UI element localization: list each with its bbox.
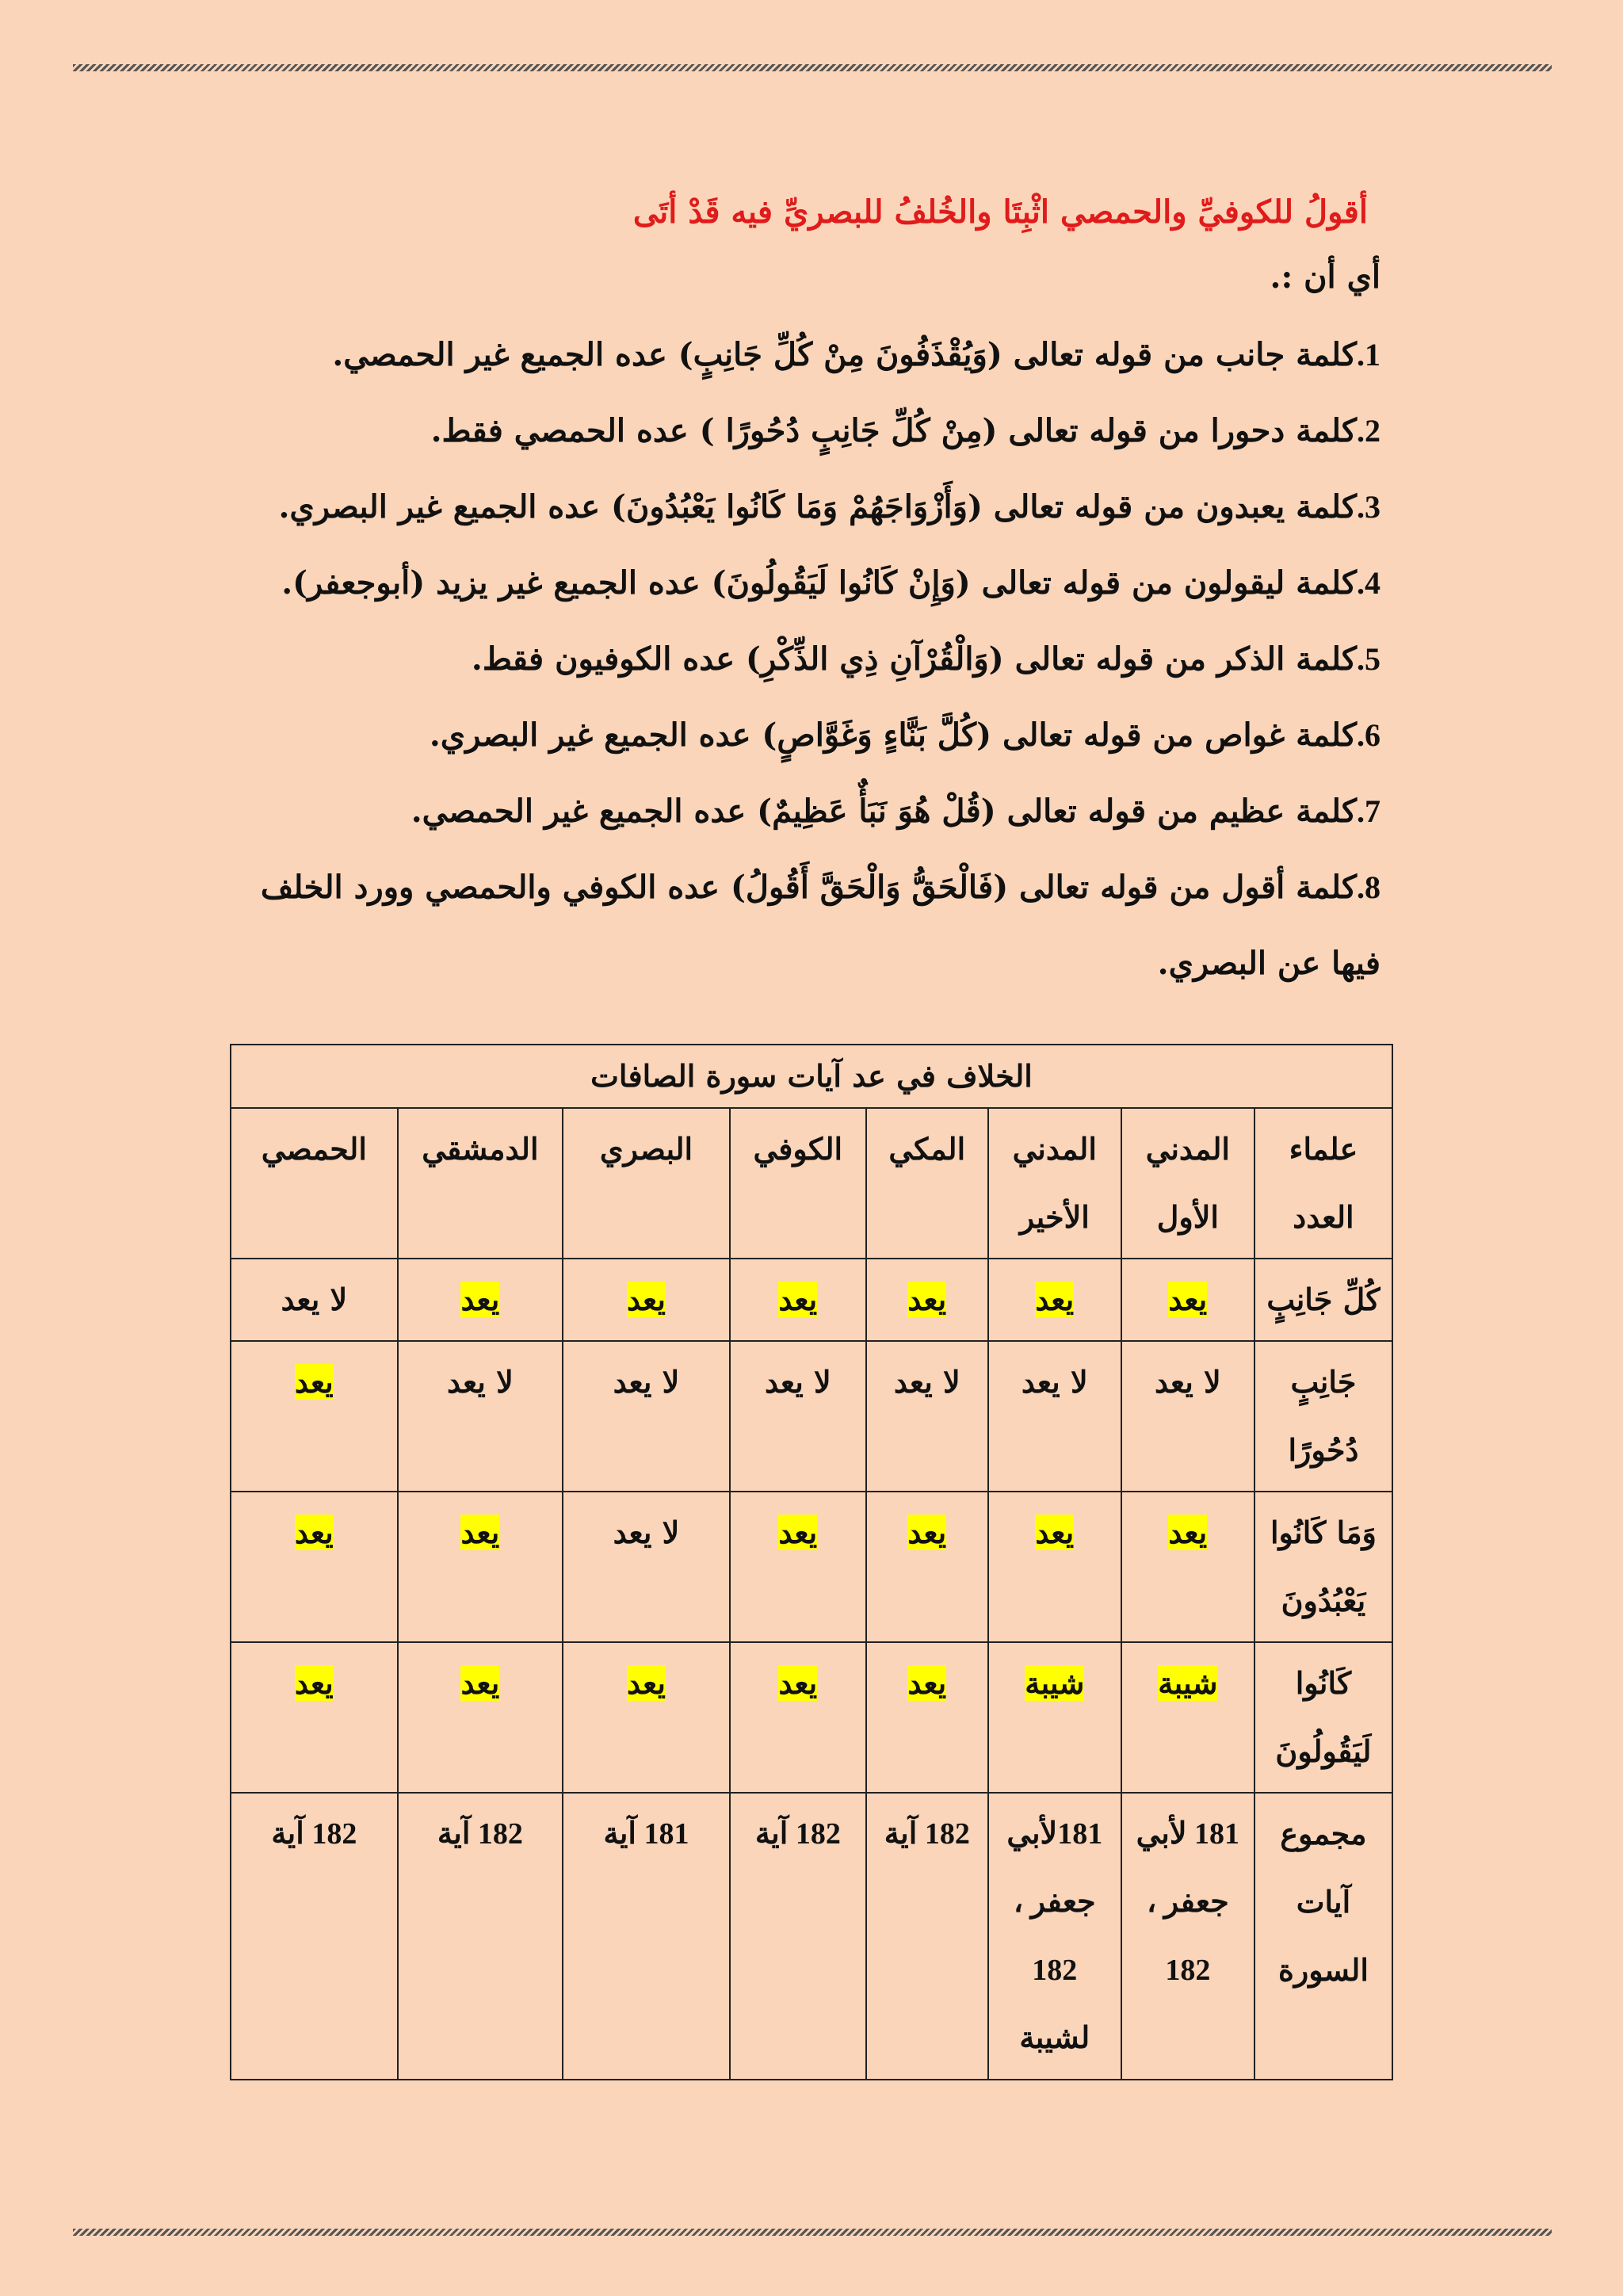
table-cell bbox=[398, 1259, 563, 1341]
cell-value: لا يعد bbox=[447, 1364, 514, 1400]
header-cell: المدني الأخير bbox=[988, 1108, 1121, 1259]
table-cell bbox=[730, 1259, 866, 1341]
header-cell: الدمشقي bbox=[398, 1108, 563, 1259]
table-cell bbox=[1121, 1341, 1254, 1492]
header-cell: الكوفي bbox=[730, 1108, 866, 1259]
cell-value: لا يعد bbox=[1021, 1364, 1088, 1400]
table-cell bbox=[563, 1341, 730, 1492]
cell-value: شيبة bbox=[1025, 1665, 1085, 1701]
totals-row bbox=[231, 1793, 1392, 2080]
list-item: 1.كلمة جانب من قوله تعالى (وَيُقْذَفُونَ مِنْ كُلِّ جَانِبٍ) عده الجميع غير الحمصي. bbox=[332, 336, 1381, 373]
row-label: كُلِّ جَانِبٍ bbox=[1254, 1259, 1392, 1341]
row-label: كَانُوا لَيَقُولُونَ bbox=[1254, 1642, 1392, 1793]
table-cell bbox=[988, 1492, 1121, 1642]
table-cell bbox=[231, 1642, 398, 1793]
total-cell: 182 آية bbox=[231, 1793, 398, 2080]
cell-value: يعد bbox=[460, 1515, 500, 1550]
row-label: جَانِبٍ دُحُورًا bbox=[1254, 1341, 1392, 1492]
header-cell: المكي bbox=[866, 1108, 988, 1259]
total-cell: 182 آية bbox=[730, 1793, 866, 2080]
header-cell: الحمصي bbox=[231, 1108, 398, 1259]
cell-value: يعد bbox=[907, 1665, 947, 1701]
cell-value: لا يعد bbox=[1154, 1364, 1221, 1400]
table-cell bbox=[866, 1341, 988, 1492]
cell-value: يعد bbox=[907, 1515, 947, 1550]
table-row bbox=[231, 1341, 1392, 1492]
table-cell bbox=[866, 1259, 988, 1341]
table-cell bbox=[730, 1492, 866, 1642]
table-cell bbox=[988, 1642, 1121, 1793]
table-cell bbox=[231, 1492, 398, 1642]
word-list bbox=[230, 317, 1381, 1002]
cell-value: يعد bbox=[778, 1282, 818, 1317]
table-cell bbox=[398, 1341, 563, 1492]
table-cell bbox=[730, 1341, 866, 1492]
list-item: 3.كلمة يعبدون من قوله تعالى (وَأَزْوَاجَهُمْ وَمَا كَانُوا يَعْبُدُونَ) عده الجميع غير البصري. bbox=[278, 488, 1381, 525]
cell-value: يعد bbox=[294, 1364, 334, 1400]
cell-value: يعد bbox=[294, 1515, 334, 1550]
cell-value: يعد bbox=[1035, 1282, 1075, 1317]
list-item: 6.كلمة غواص من قوله تعالى (كُلَّ بَنَّاءٍ وَغَوَّاصٍ) عده الجميع غير البصري. bbox=[429, 716, 1381, 754]
bottom-border-line bbox=[73, 2229, 1552, 2236]
list-item: 2.كلمة دحورا من قوله تعالى (مِنْ كُلِّ جَانِبٍ دُحُورًا ) عده الحمصي فقط. bbox=[430, 412, 1381, 449]
document-body bbox=[230, 190, 1381, 1002]
top-border-line bbox=[73, 64, 1552, 71]
cell-value: يعد bbox=[1035, 1515, 1075, 1550]
table-cell bbox=[1121, 1492, 1254, 1642]
list-item: 8.كلمة أقول من قوله تعالى (فَالْحَقُّ وَالْحَقَّ أَقُولُ) عده الكوفي والحمصي وورد الخلف فيها عن البصري. bbox=[260, 869, 1381, 982]
cell-value: لا يعد bbox=[893, 1364, 960, 1400]
intro-text: أي أن :. bbox=[1270, 258, 1381, 296]
total-cell: 181 آية bbox=[563, 1793, 730, 2080]
cell-value: لا يعد bbox=[764, 1364, 831, 1400]
cell-value: يعد bbox=[907, 1282, 947, 1317]
cell-value: يعد bbox=[778, 1515, 818, 1550]
table-cell bbox=[988, 1259, 1121, 1341]
cell-value: شيبة bbox=[1158, 1665, 1218, 1701]
cell-value: يعد bbox=[294, 1665, 334, 1701]
table-row bbox=[231, 1259, 1392, 1341]
total-cell: 182 آية bbox=[866, 1793, 988, 2080]
header-cell: البصري bbox=[563, 1108, 730, 1259]
total-cell: 181 لأبي جعفر ، 182 bbox=[1121, 1793, 1254, 2080]
total-cell: 182 آية bbox=[398, 1793, 563, 2080]
header-cell: علماء العدد bbox=[1254, 1108, 1392, 1259]
table-cell bbox=[1121, 1642, 1254, 1793]
table-cell bbox=[398, 1642, 563, 1793]
row-label: وَمَا كَانُوا يَعْبُدُونَ bbox=[1254, 1492, 1392, 1642]
table-row bbox=[231, 1492, 1392, 1642]
table-cell bbox=[866, 1492, 988, 1642]
cell-value: لا يعد bbox=[613, 1364, 680, 1400]
table-cell bbox=[1121, 1259, 1254, 1341]
table-cell bbox=[231, 1259, 398, 1341]
khilaf-table bbox=[230, 1044, 1393, 2080]
table-cell bbox=[988, 1341, 1121, 1492]
table-cell bbox=[398, 1492, 563, 1642]
table-cell bbox=[563, 1492, 730, 1642]
total-cell: 181لأبي جعفر ، 182 لشيبة bbox=[988, 1793, 1121, 2080]
verse-line: أقولُ للكوفيِّ والحمصي اثْبِتَا والخُلفُ للبصريِّ فيه قَدْ أتَى bbox=[632, 193, 1368, 231]
list-item: 5.كلمة الذكر من قوله تعالى (وَالْقُرْآنِ ذِي الذِّكْرِ) عده الكوفيون فقط. bbox=[471, 640, 1381, 678]
cell-value: لا يعد bbox=[613, 1515, 680, 1550]
table-cell bbox=[730, 1642, 866, 1793]
cell-value: لا يعد bbox=[281, 1282, 348, 1317]
table-header-row bbox=[231, 1108, 1392, 1259]
cell-value: يعد bbox=[1168, 1515, 1208, 1550]
cell-value: يعد bbox=[778, 1665, 818, 1701]
table-row bbox=[231, 1642, 1392, 1793]
table-cell bbox=[231, 1341, 398, 1492]
table-cell bbox=[563, 1259, 730, 1341]
table-caption: الخلاف في عد آيات سورة الصافات bbox=[231, 1045, 1392, 1108]
header-cell: المدني الأول bbox=[1121, 1108, 1254, 1259]
cell-value: يعد bbox=[627, 1665, 666, 1701]
cell-value: يعد bbox=[1168, 1282, 1208, 1317]
list-item: 4.كلمة ليقولون من قوله تعالى (وَإِنْ كَانُوا لَيَقُولُونَ) عده الجميع غير يزيد (أبوجعفر). bbox=[281, 564, 1381, 602]
table-cell bbox=[563, 1642, 730, 1793]
cell-value: يعد bbox=[627, 1282, 666, 1317]
list-item: 7.كلمة عظيم من قوله تعالى (قُلْ هُوَ نَبَأٌ عَظِيمٌ) عده الجميع غير الحمصي. bbox=[411, 793, 1381, 830]
cell-value: يعد bbox=[460, 1665, 500, 1701]
cell-value: يعد bbox=[460, 1282, 500, 1317]
table-cell bbox=[866, 1642, 988, 1793]
totals-label: مجموع آيات السورة bbox=[1254, 1793, 1392, 2080]
